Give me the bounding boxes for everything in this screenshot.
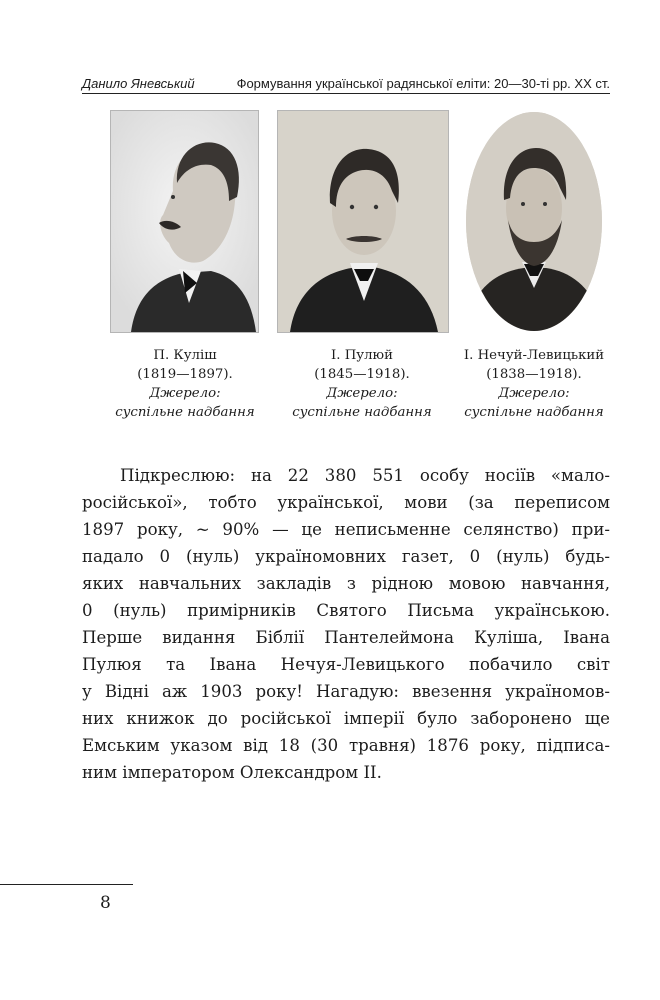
- portrait-photo-nechuy-levytsky: [466, 112, 602, 331]
- caption-years: (1819—1897).: [137, 367, 233, 382]
- text-line: 1897 року, ~ 90% — це неписьменне селянство) при-: [82, 520, 610, 539]
- body-paragraph: [82, 462, 610, 786]
- caption-source-label: Джерело:: [326, 386, 398, 401]
- caption-source: суспільне надбання: [115, 405, 255, 420]
- caption-years: (1838—1918).: [486, 367, 582, 382]
- caption-name: П. Куліш: [153, 348, 217, 363]
- caption-source-label: Джерело:: [498, 386, 570, 401]
- caption-name: І. Нечуй-Левицький: [463, 348, 605, 363]
- text-line: 0 (нуль) примірників Святого Письма українською.: [82, 601, 610, 620]
- caption-source: суспільне надбання: [292, 405, 432, 420]
- text-line: яких навчальних закладів з рідною мовою навчання,: [82, 574, 610, 593]
- text-line: у Відні аж 1903 року! Нагадую: ввезення україномов-: [82, 682, 610, 701]
- text-line: Пулюя та Івана Нечуя-Левицького побачило світ: [82, 655, 610, 674]
- header-rule: [82, 93, 610, 94]
- text-line: російської», тобто української, мови (за переписом: [82, 493, 610, 512]
- header-book-title: Формування української радянської еліти: 20—30-ті рр. ХХ ст.: [236, 76, 610, 91]
- caption-puluj: [277, 346, 447, 422]
- caption-years: (1845—1918).: [314, 367, 410, 382]
- caption-kulish: [100, 346, 270, 422]
- text-line: них книжок до російської імперії було заборонено ще: [82, 709, 610, 728]
- text-line: Перше видання Біблії Пантелеймона Куліша, Івана: [82, 628, 610, 647]
- text-line: Підкреслюю: на 22 380 551 особу носіїв «мало-: [120, 466, 610, 485]
- text-line: Емським указом від 18 (30 травня) 1876 року, підписа-: [82, 736, 610, 755]
- caption-nechuy-levytsky: [449, 346, 619, 422]
- running-header: [82, 76, 610, 94]
- caption-source: суспільне надбання: [464, 405, 604, 420]
- page-number: 8: [100, 893, 111, 913]
- portrait-photo-kulish: [110, 110, 259, 333]
- footer-rule: [0, 884, 133, 885]
- text-line: ним імператором Олександром ІІ.: [82, 763, 382, 782]
- header-author: Данило Яневський: [82, 76, 195, 91]
- portrait-photo-puluj: [277, 110, 449, 333]
- caption-name: І. Пулюй: [330, 348, 393, 363]
- caption-source-label: Джерело:: [149, 386, 221, 401]
- text-line: падало 0 (нуль) україномовних газет, 0 (нуль) будь-: [82, 547, 610, 566]
